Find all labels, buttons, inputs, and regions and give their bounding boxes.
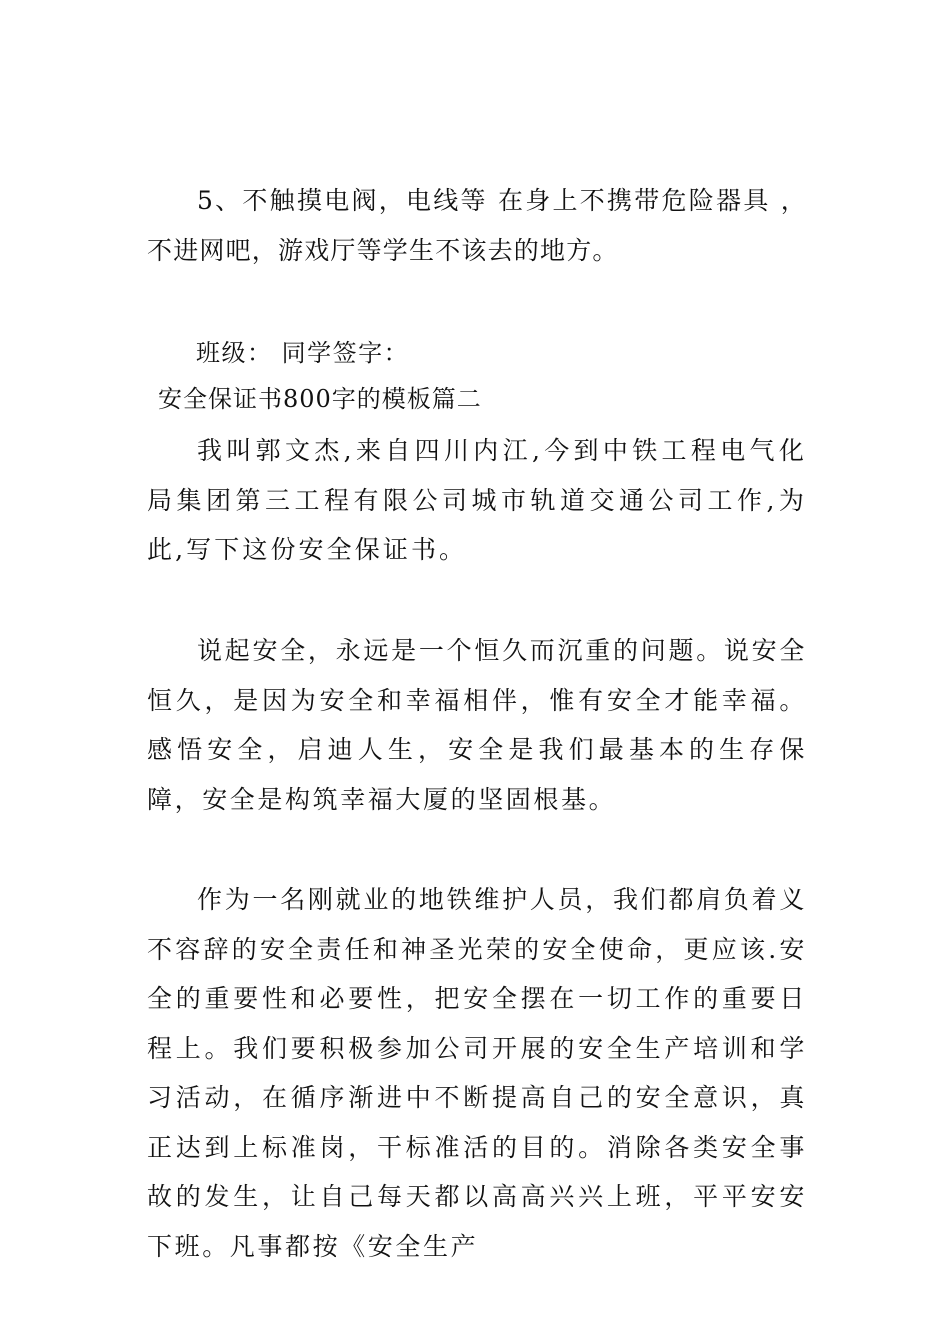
paragraph-intro: 我叫郭文杰,来自四川内江,今到中铁工程电气化局集团第三工程有限公司城市轨道交通公司工作,为此,写下这份安全保证书。 [147,436,807,564]
paragraph-safety-meaning: 说起安全，永远是一个恒久而沉重的问题。说安全恒久，是因为安全和幸福相伴，惟有安全才能幸福。感悟安全，启迪人生，安全是我们最基本的生存保障，安全是构筑幸福大厦的坚固根基。 [147,636,807,814]
paragraph-item-5: 5、不触摸电阀，电线等 在身上不携带危险器具 ，不进网吧，游戏厅等学生不该去的地方。 [147,186,807,265]
paragraph-duty: 作为一名刚就业的地铁维护人员，我们都肩负着义不容辞的安全责任和神圣光荣的安全使命，更应该.安全的重要性和必要性，把安全摆在一切工作的重要日程上。我们要积极参加公司开展的安全生产培训和学习活动，在循序渐进中不断提高自己的安全意识，真正达到上标准岗，干标准活的目的。消除各类安全事故的发生，让自己每天都以高高兴兴上班，平平安安下班。凡事都按《安全生产 [147,885,807,1261]
signature-line: 班级： 同学签字： [196,339,410,367]
section-title: 安全保证书800字的模板篇二 [158,385,482,413]
